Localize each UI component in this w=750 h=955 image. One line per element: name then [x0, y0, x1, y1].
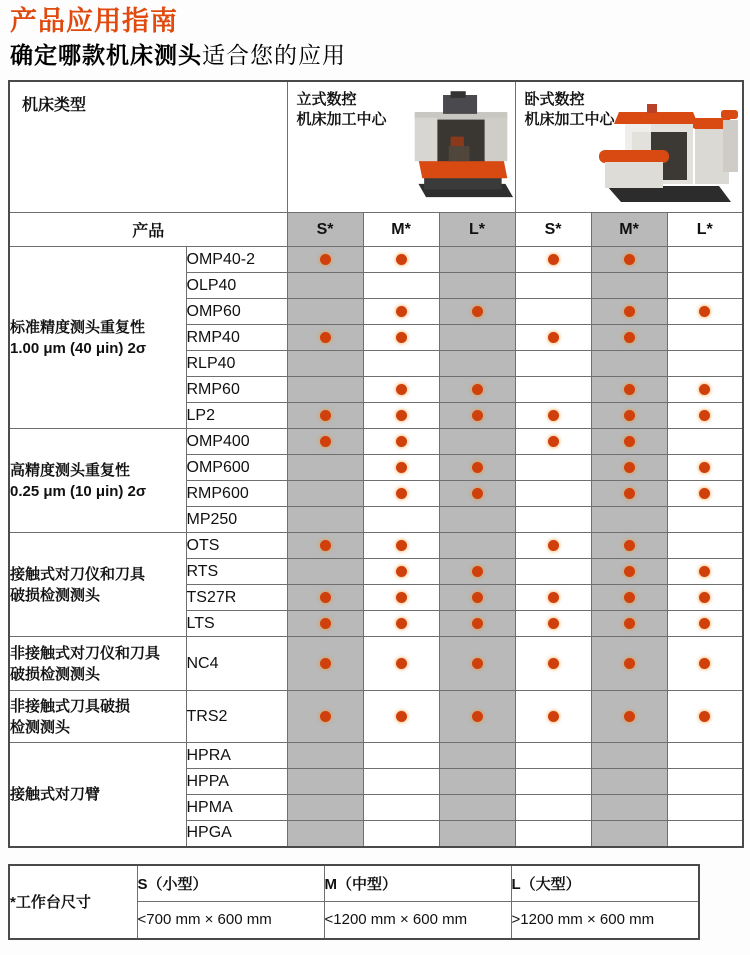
dot-cell: [439, 481, 515, 507]
dot-icon: [396, 384, 407, 395]
dot-cell: [667, 455, 743, 481]
empty-cell: [667, 821, 743, 847]
dot-icon: [548, 618, 559, 629]
empty-cell: [287, 795, 363, 821]
dot-cell: [439, 637, 515, 691]
empty-cell: [287, 273, 363, 299]
empty-cell: [591, 795, 667, 821]
empty-cell: [667, 507, 743, 533]
empty-cell: [667, 247, 743, 273]
empty-cell: [515, 455, 591, 481]
product-name: NC4: [186, 637, 287, 691]
empty-cell: [667, 429, 743, 455]
subtitle-bold: 确定哪款机床测头: [10, 42, 202, 69]
dot-cell: [439, 377, 515, 403]
product-name: RLP40: [186, 351, 287, 377]
dot-icon: [396, 658, 407, 669]
dot-cell: [667, 481, 743, 507]
empty-cell: [515, 481, 591, 507]
worktable-size-label: *工作台尺寸: [9, 865, 137, 939]
probe-application-table: [8, 80, 744, 848]
dot-cell: [591, 455, 667, 481]
empty-cell: [439, 533, 515, 559]
dot-icon: [396, 488, 407, 499]
horizontal-machining-center-image: [597, 94, 742, 206]
empty-cell: [591, 769, 667, 795]
empty-cell: [667, 795, 743, 821]
dot-cell: [363, 637, 439, 691]
table-row: [9, 637, 743, 691]
empty-cell: [515, 743, 591, 769]
dot-cell: [515, 611, 591, 637]
dot-cell: [287, 611, 363, 637]
empty-cell: [591, 821, 667, 847]
dot-cell: [439, 403, 515, 429]
size-header-l2: L*: [667, 213, 743, 247]
empty-cell: [591, 743, 667, 769]
dot-icon: [396, 254, 407, 265]
dot-icon: [548, 592, 559, 603]
dot-icon: [396, 332, 407, 343]
size-header-m2: M*: [591, 213, 667, 247]
dot-icon: [472, 618, 483, 629]
empty-cell: [439, 769, 515, 795]
dot-icon: [699, 488, 710, 499]
dot-icon: [320, 658, 331, 669]
empty-cell: [515, 559, 591, 585]
dot-icon: [699, 592, 710, 603]
category-cell: 标准精度测头重复性 1.00 μm (40 μin) 2σ: [9, 247, 186, 429]
dot-cell: [287, 691, 363, 743]
dot-icon: [624, 254, 635, 265]
product-name: HPGA: [186, 821, 287, 847]
dot-icon: [624, 384, 635, 395]
dot-icon: [472, 592, 483, 603]
category-cell: 非接触式刀具破损 检测测头: [9, 691, 186, 743]
empty-cell: [515, 299, 591, 325]
product-rows: [9, 247, 743, 847]
size-l-dimension: >1200 mm × 600 mm: [511, 902, 699, 939]
empty-cell: [515, 795, 591, 821]
empty-cell: [667, 769, 743, 795]
dot-icon: [699, 410, 710, 421]
product-name: OMP60: [186, 299, 287, 325]
dot-cell: [363, 429, 439, 455]
product-name: LTS: [186, 611, 287, 637]
page-title: 产品应用指南: [10, 6, 178, 36]
dot-icon: [396, 436, 407, 447]
dot-icon: [624, 332, 635, 343]
dot-icon: [396, 306, 407, 317]
product-name: HPMA: [186, 795, 287, 821]
machine-type-cell: [9, 81, 287, 213]
empty-cell: [287, 743, 363, 769]
size-header-s1: S*: [287, 213, 363, 247]
dot-icon: [472, 711, 483, 722]
dot-icon: [699, 566, 710, 577]
empty-cell: [363, 795, 439, 821]
dot-cell: [667, 403, 743, 429]
empty-cell: [363, 743, 439, 769]
dot-icon: [548, 332, 559, 343]
table-row: [9, 429, 743, 455]
dot-cell: [667, 299, 743, 325]
dot-cell: [591, 611, 667, 637]
dot-icon: [548, 254, 559, 265]
product-name: HPPA: [186, 769, 287, 795]
product-name: RMP600: [186, 481, 287, 507]
dot-cell: [439, 585, 515, 611]
vertical-machining-center-image: [409, 88, 513, 206]
empty-cell: [287, 559, 363, 585]
empty-cell: [667, 273, 743, 299]
empty-cell: [439, 325, 515, 351]
dot-icon: [699, 462, 710, 473]
dot-icon: [472, 410, 483, 421]
dot-cell: [287, 637, 363, 691]
empty-cell: [667, 325, 743, 351]
empty-cell: [287, 299, 363, 325]
dot-cell: [363, 455, 439, 481]
empty-cell: [515, 377, 591, 403]
table-row: [9, 691, 743, 743]
machine-type-row: [9, 81, 743, 213]
product-name: OMP40-2: [186, 247, 287, 273]
empty-cell: [287, 769, 363, 795]
dot-cell: [667, 559, 743, 585]
product-name: OTS: [186, 533, 287, 559]
empty-cell: [667, 533, 743, 559]
table-header-rows: [9, 81, 743, 247]
dot-cell: [667, 637, 743, 691]
dot-cell: [667, 611, 743, 637]
dot-icon: [699, 306, 710, 317]
category-cell: 接触式对刀仪和刀具 破损检测测头: [9, 533, 186, 637]
dot-icon: [548, 410, 559, 421]
dot-icon: [699, 618, 710, 629]
dot-icon: [320, 436, 331, 447]
dot-icon: [396, 711, 407, 722]
dot-icon: [472, 306, 483, 317]
size-l-label: L（大型）: [511, 865, 699, 902]
empty-cell: [667, 743, 743, 769]
dot-cell: [515, 585, 591, 611]
empty-cell: [363, 821, 439, 847]
empty-cell: [287, 821, 363, 847]
dot-cell: [515, 403, 591, 429]
product-name: RMP40: [186, 325, 287, 351]
product-name: OLP40: [186, 273, 287, 299]
dot-icon: [320, 332, 331, 343]
dot-cell: [591, 559, 667, 585]
dot-icon: [396, 618, 407, 629]
dot-icon: [699, 658, 710, 669]
table-row: [9, 743, 743, 769]
dot-icon: [320, 592, 331, 603]
dot-icon: [624, 540, 635, 551]
dot-cell: [591, 377, 667, 403]
dot-cell: [667, 691, 743, 743]
dot-cell: [591, 691, 667, 743]
empty-cell: [591, 273, 667, 299]
dot-icon: [699, 384, 710, 395]
dot-cell: [363, 377, 439, 403]
subtitle-rest: 适合您的应用: [202, 42, 346, 69]
dot-cell: [591, 247, 667, 273]
dot-icon: [548, 658, 559, 669]
dot-icon: [396, 540, 407, 551]
dot-cell: [363, 403, 439, 429]
product-name: OMP600: [186, 455, 287, 481]
dot-icon: [624, 488, 635, 499]
worktable-size-table: [8, 864, 700, 940]
vertical-machine-cell: [287, 81, 515, 213]
empty-cell: [287, 507, 363, 533]
empty-cell: [287, 351, 363, 377]
size-s-label: S（小型）: [137, 865, 324, 902]
dot-cell: [287, 429, 363, 455]
dot-cell: [667, 585, 743, 611]
dot-cell: [363, 481, 439, 507]
empty-cell: [439, 795, 515, 821]
dot-cell: [515, 637, 591, 691]
empty-cell: [363, 351, 439, 377]
dot-cell: [591, 403, 667, 429]
dot-cell: [591, 637, 667, 691]
empty-cell: [363, 273, 439, 299]
dot-cell: [363, 325, 439, 351]
empty-cell: [515, 821, 591, 847]
dot-cell: [439, 611, 515, 637]
empty-cell: [287, 481, 363, 507]
dot-icon: [320, 618, 331, 629]
empty-cell: [439, 429, 515, 455]
dot-cell: [287, 325, 363, 351]
product-name: HPRA: [186, 743, 287, 769]
dot-icon: [624, 592, 635, 603]
dot-icon: [624, 410, 635, 421]
dot-cell: [591, 585, 667, 611]
dot-icon: [624, 566, 635, 577]
category-cell: 接触式对刀臂: [9, 743, 186, 847]
dot-icon: [320, 254, 331, 265]
dot-cell: [591, 429, 667, 455]
dot-icon: [320, 711, 331, 722]
size-s-dimension: <700 mm × 600 mm: [137, 902, 324, 939]
dot-cell: [287, 585, 363, 611]
dot-cell: [363, 691, 439, 743]
dot-icon: [548, 540, 559, 551]
product-name: OMP400: [186, 429, 287, 455]
dot-cell: [363, 611, 439, 637]
empty-cell: [667, 351, 743, 377]
empty-cell: [287, 455, 363, 481]
empty-cell: [287, 377, 363, 403]
size-header-row: [9, 213, 743, 247]
empty-cell: [439, 273, 515, 299]
empty-cell: [515, 769, 591, 795]
dot-cell: [439, 299, 515, 325]
empty-cell: [591, 351, 667, 377]
dot-cell: [287, 403, 363, 429]
dot-icon: [624, 306, 635, 317]
dot-icon: [396, 462, 407, 473]
horizontal-machine-cell: [515, 81, 743, 213]
dot-icon: [472, 462, 483, 473]
dot-cell: [363, 247, 439, 273]
product-name: TRS2: [186, 691, 287, 743]
dot-cell: [287, 533, 363, 559]
dot-icon: [699, 711, 710, 722]
table-row: [9, 247, 743, 273]
empty-cell: [439, 821, 515, 847]
dot-icon: [396, 410, 407, 421]
size-header-s2: S*: [515, 213, 591, 247]
dot-icon: [320, 540, 331, 551]
product-header: 产品: [9, 213, 287, 247]
dot-icon: [472, 658, 483, 669]
dot-cell: [591, 533, 667, 559]
empty-cell: [363, 769, 439, 795]
dot-cell: [363, 533, 439, 559]
dot-icon: [472, 488, 483, 499]
dot-icon: [472, 384, 483, 395]
dot-cell: [515, 691, 591, 743]
dot-cell: [439, 559, 515, 585]
empty-cell: [515, 507, 591, 533]
size-header-m1: M*: [363, 213, 439, 247]
product-name: LP2: [186, 403, 287, 429]
dot-cell: [515, 429, 591, 455]
horizontal-machine-label: 卧式数控 机床加工中心: [524, 90, 615, 128]
dot-icon: [624, 711, 635, 722]
dot-cell: [363, 559, 439, 585]
dot-cell: [591, 325, 667, 351]
table-row: [9, 533, 743, 559]
dot-cell: [439, 455, 515, 481]
dot-icon: [624, 436, 635, 447]
empty-cell: [363, 507, 439, 533]
page-subtitle: [10, 42, 750, 70]
dot-cell: [287, 247, 363, 273]
dot-cell: [591, 481, 667, 507]
product-name: MP250: [186, 507, 287, 533]
dot-cell: [591, 299, 667, 325]
machine-type-label: 机床类型: [22, 96, 87, 114]
dot-icon: [624, 462, 635, 473]
dot-icon: [320, 410, 331, 421]
category-cell: 高精度测头重复性 0.25 μm (10 μin) 2σ: [9, 429, 186, 533]
dot-icon: [624, 618, 635, 629]
size-m-label: M（中型）: [324, 865, 511, 902]
empty-cell: [591, 507, 667, 533]
size-header-l1: L*: [439, 213, 515, 247]
vertical-machine-label: 立式数控 机床加工中心: [296, 90, 387, 128]
dot-icon: [396, 566, 407, 577]
dot-cell: [515, 533, 591, 559]
dot-icon: [472, 566, 483, 577]
size-name-row: [9, 865, 699, 902]
dot-cell: [667, 377, 743, 403]
size-m-dimension: <1200 mm × 600 mm: [324, 902, 511, 939]
dot-cell: [515, 325, 591, 351]
dot-icon: [396, 592, 407, 603]
product-name: RTS: [186, 559, 287, 585]
dot-cell: [515, 247, 591, 273]
dot-cell: [363, 585, 439, 611]
empty-cell: [439, 351, 515, 377]
dot-cell: [363, 299, 439, 325]
category-cell: 非接触式对刀仪和刀具 破损检测测头: [9, 637, 186, 691]
product-name: RMP60: [186, 377, 287, 403]
dot-icon: [548, 436, 559, 447]
empty-cell: [515, 273, 591, 299]
empty-cell: [439, 247, 515, 273]
empty-cell: [439, 507, 515, 533]
empty-cell: [439, 743, 515, 769]
dot-icon: [624, 658, 635, 669]
empty-cell: [515, 351, 591, 377]
dot-icon: [548, 711, 559, 722]
dot-cell: [439, 691, 515, 743]
product-name: TS27R: [186, 585, 287, 611]
